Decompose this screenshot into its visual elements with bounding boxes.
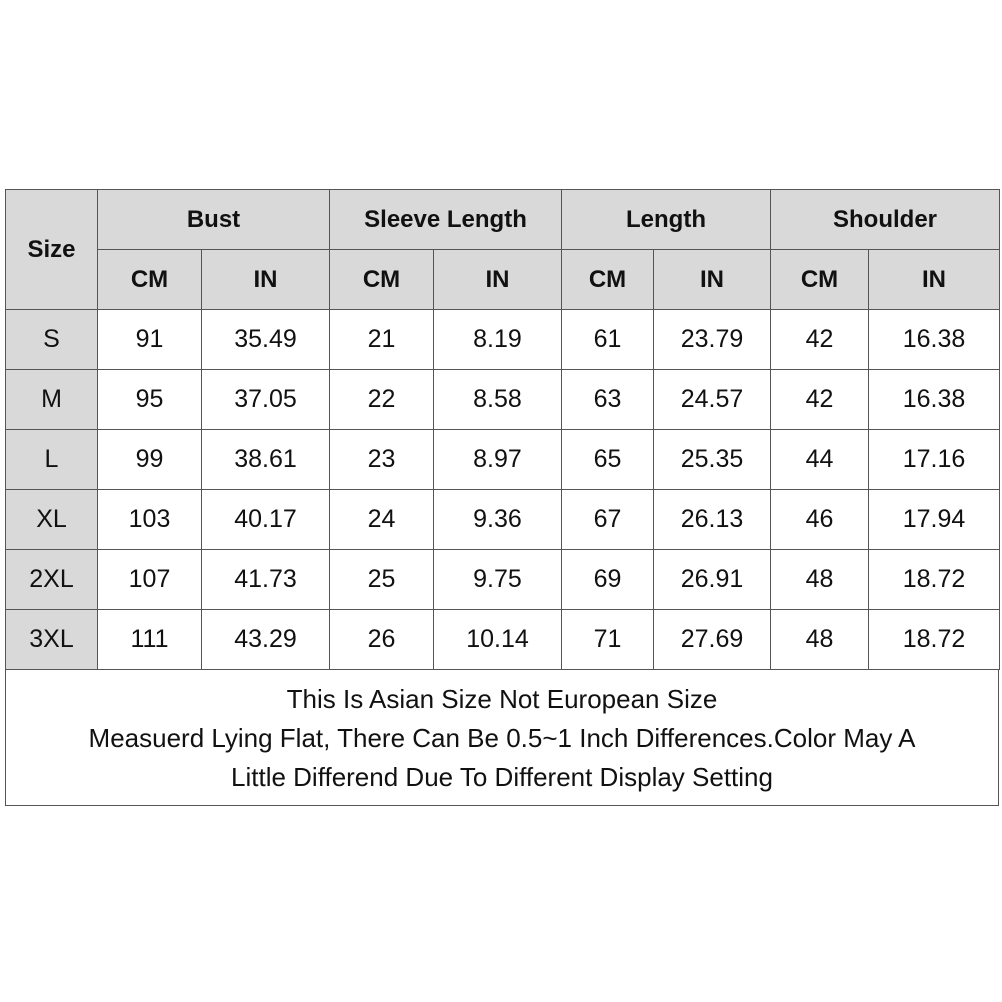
table-cell: 18.72 — [869, 610, 1000, 670]
group-header-row — [6, 190, 1000, 250]
table-cell: 111 — [98, 610, 202, 670]
group-header-bust: Bust — [98, 190, 330, 250]
table-cell: 42 — [771, 310, 869, 370]
table-cell: 9.36 — [434, 490, 562, 550]
table-cell: 42 — [771, 370, 869, 430]
table-row — [6, 550, 1000, 610]
table-cell: 48 — [771, 550, 869, 610]
group-header-length: Length — [562, 190, 771, 250]
table-cell: 26 — [330, 610, 434, 670]
table-row — [6, 310, 1000, 370]
table-row — [6, 430, 1000, 490]
note-line-color: Little Differend Due To Different Display Setting — [231, 762, 773, 792]
size-label: XL — [6, 490, 98, 550]
unit-header: CM — [562, 250, 654, 310]
table-cell: 71 — [562, 610, 654, 670]
table-cell: 91 — [98, 310, 202, 370]
table-cell: 40.17 — [202, 490, 330, 550]
size-label: L — [6, 430, 98, 490]
table-cell: 16.38 — [869, 370, 1000, 430]
table-cell: 35.49 — [202, 310, 330, 370]
unit-header-row — [6, 250, 1000, 310]
table-cell: 37.05 — [202, 370, 330, 430]
table-cell: 10.14 — [434, 610, 562, 670]
table-row — [6, 610, 1000, 670]
table-cell: 26.91 — [654, 550, 771, 610]
table-cell: 8.19 — [434, 310, 562, 370]
table-cell: 18.72 — [869, 550, 1000, 610]
table-row — [6, 370, 1000, 430]
unit-header: IN — [869, 250, 1000, 310]
table-cell: 65 — [562, 430, 654, 490]
size-label: 3XL — [6, 610, 98, 670]
table-cell: 107 — [98, 550, 202, 610]
table-cell: 24.57 — [654, 370, 771, 430]
size-label: M — [6, 370, 98, 430]
size-note — [5, 670, 999, 806]
size-header: Size — [6, 190, 98, 310]
group-header-shoulder: Shoulder — [771, 190, 1000, 250]
note-line-asian-size: This Is Asian Size Not European Size — [286, 684, 718, 714]
unit-header: IN — [654, 250, 771, 310]
size-chart — [5, 189, 999, 803]
table-cell: 43.29 — [202, 610, 330, 670]
table-cell: 41.73 — [202, 550, 330, 610]
table-cell: 38.61 — [202, 430, 330, 490]
table-cell: 21 — [330, 310, 434, 370]
table-cell: 95 — [98, 370, 202, 430]
table-cell: 26.13 — [654, 490, 771, 550]
table-cell: 63 — [562, 370, 654, 430]
unit-header: IN — [202, 250, 330, 310]
table-cell: 8.58 — [434, 370, 562, 430]
table-cell: 61 — [562, 310, 654, 370]
table-body — [6, 310, 1000, 670]
table-cell: 25.35 — [654, 430, 771, 490]
table-cell: 8.97 — [434, 430, 562, 490]
table-cell: 99 — [98, 430, 202, 490]
table-cell: 46 — [771, 490, 869, 550]
table-cell: 69 — [562, 550, 654, 610]
unit-header: IN — [434, 250, 562, 310]
table-cell: 22 — [330, 370, 434, 430]
group-header-sleeve-length: Sleeve Length — [330, 190, 562, 250]
table-cell: 16.38 — [869, 310, 1000, 370]
table-row — [6, 490, 1000, 550]
table-cell: 27.69 — [654, 610, 771, 670]
table-cell: 17.16 — [869, 430, 1000, 490]
table-cell: 48 — [771, 610, 869, 670]
size-label: 2XL — [6, 550, 98, 610]
note-line-measure: Measuerd Lying Flat, There Can Be 0.5~1 Inch Differences.Color May A — [88, 723, 916, 753]
table-cell: 25 — [330, 550, 434, 610]
table-cell: 67 — [562, 490, 654, 550]
size-table — [5, 189, 1000, 670]
unit-header: CM — [98, 250, 202, 310]
table-cell: 9.75 — [434, 550, 562, 610]
table-cell: 17.94 — [869, 490, 1000, 550]
table-cell: 23 — [330, 430, 434, 490]
table-cell: 44 — [771, 430, 869, 490]
table-cell: 23.79 — [654, 310, 771, 370]
table-cell: 24 — [330, 490, 434, 550]
unit-header: CM — [771, 250, 869, 310]
unit-header: CM — [330, 250, 434, 310]
size-label: S — [6, 310, 98, 370]
table-cell: 103 — [98, 490, 202, 550]
